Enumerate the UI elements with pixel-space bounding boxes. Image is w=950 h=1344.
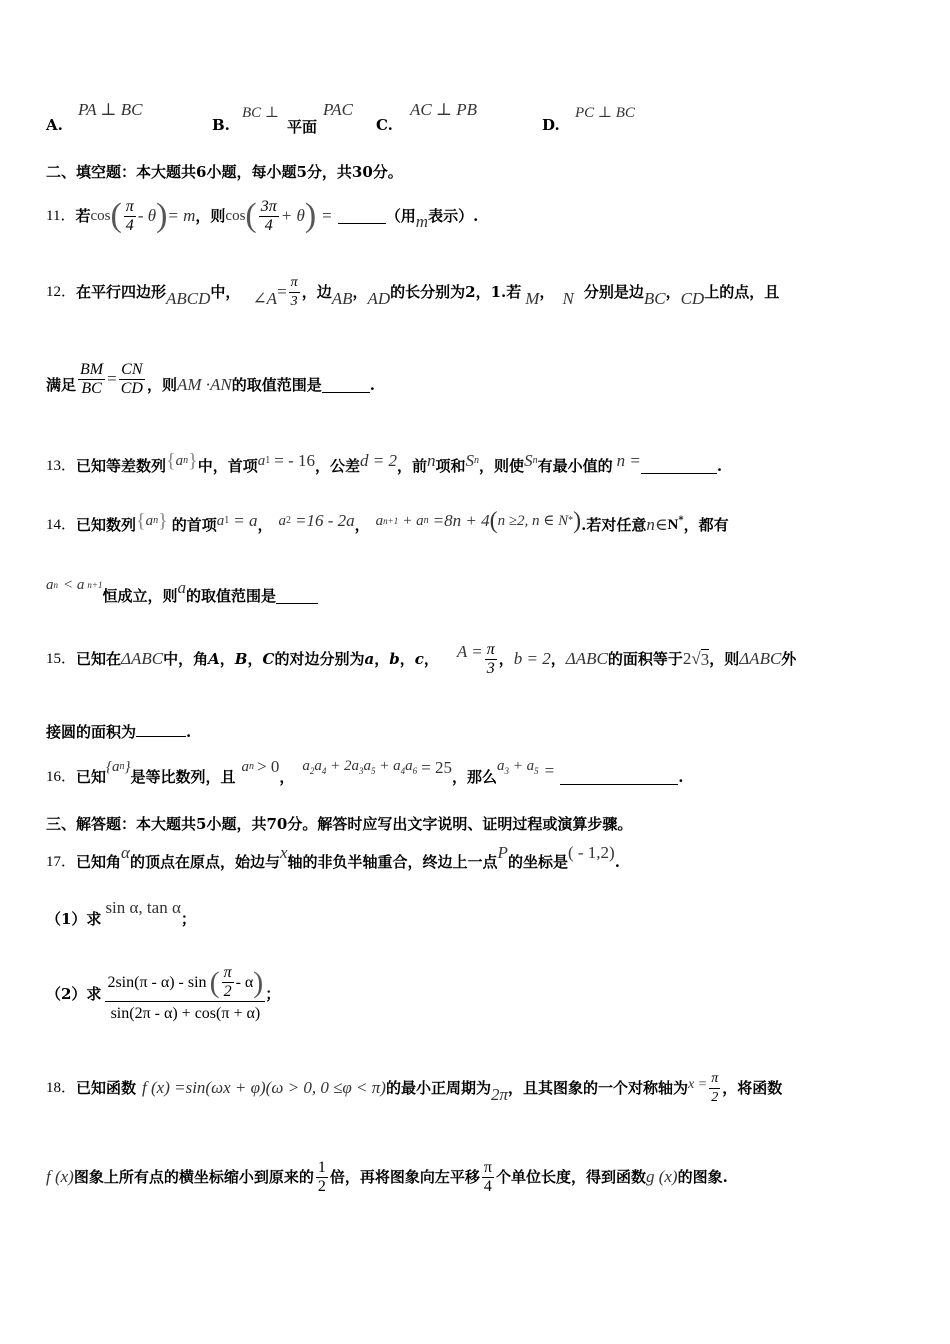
q12-M: M <box>525 289 540 308</box>
option-c-expr: AC ⊥ PB <box>410 100 477 119</box>
q15-sep5: ， <box>423 650 439 668</box>
q15-tri2: ΔABC <box>565 649 608 668</box>
q12-N: N <box>562 289 574 308</box>
q17-text2: 的顶点在原点，始边与 <box>129 853 280 871</box>
q12-angle: ∠A <box>252 289 278 308</box>
q14-rbrace: } <box>158 510 168 532</box>
q15-sep4: ， <box>399 650 415 668</box>
q15-c: c <box>414 650 424 668</box>
q13-d: d = 2 <box>360 451 398 470</box>
q17-p2-denominator: sin(2π - α) + cos(π + α) <box>110 1005 261 1022</box>
q14-text2: 的首项 <box>171 516 217 534</box>
q13-rbrace: } <box>188 450 198 472</box>
q13 <box>46 444 722 478</box>
q11-frac2-num: 3π <box>260 197 277 215</box>
q12-bc2: BC <box>81 379 102 397</box>
q18-l2-fx: f (x) <box>46 1167 74 1186</box>
q12-comma3: ， <box>665 283 681 301</box>
q18-l2-text4: 的图象. <box>677 1168 728 1186</box>
q17-p1-label: （1）求 <box>46 910 102 928</box>
q17 <box>46 840 620 874</box>
q14-a1-sub: 1 <box>224 515 230 526</box>
q17-p2-inner-frac <box>222 964 234 1001</box>
q15-B: B <box>234 650 248 668</box>
q11-eq: = <box>322 206 332 225</box>
q18-shift-den: 4 <box>483 1177 492 1195</box>
q15-tri3: ΔABC <box>739 649 782 668</box>
option-b-label: B. <box>212 116 230 134</box>
q14-l2-a: a <box>177 578 186 597</box>
option-d-label: D. <box>542 116 560 134</box>
q16-text1: 已知 <box>76 768 107 786</box>
q12-cn: CN <box>121 360 143 378</box>
q14-a2-sub: 2 <box>286 515 292 526</box>
q12-eq2: = <box>107 369 117 388</box>
q17-p1-expr: sin α, tan α <box>105 898 181 917</box>
q11-eq-m: = m <box>167 206 196 225</box>
q15-frac <box>485 641 497 678</box>
q18-fx: f (x) =sin(ωx + φ)(ω > 0, 0 ≤φ < π) <box>142 1078 386 1097</box>
q12-text2: 中， <box>210 283 241 301</box>
q16-an: a <box>241 759 250 775</box>
q14-n-in: n∈ <box>646 515 668 534</box>
q14-answer-blank[interactable] <box>276 589 318 604</box>
option-d[interactable] <box>542 116 560 134</box>
q13-text6: ，则使 <box>479 457 525 475</box>
q12-frac-cn <box>119 361 145 398</box>
q12-bc: BC <box>643 289 666 308</box>
q11-frac1-den: 4 <box>125 216 134 234</box>
q16-seq-sub: n <box>119 761 125 772</box>
q15-sqrt-sign: √ <box>691 649 701 668</box>
q14-l2-text1: 恒成立，则 <box>102 587 178 605</box>
q14-line1 <box>46 504 729 538</box>
q14-a2: a <box>278 513 287 529</box>
q15-area: 2 <box>682 649 692 668</box>
q11-answer-blank[interactable] <box>338 209 386 224</box>
q12-eq: = <box>277 282 287 301</box>
q18-period: 2π <box>490 1085 508 1104</box>
q12-number: 12． <box>46 284 77 300</box>
q18-shift-num: π <box>483 1158 492 1176</box>
q13-S: S <box>465 451 475 470</box>
q18-l2-text1: 图象上所有点的横坐标缩小到原来的 <box>73 1168 314 1186</box>
q15-text2: 中，角 <box>163 650 209 668</box>
q13-n: n <box>427 451 436 470</box>
q13-text2: 中，首项 <box>197 457 258 475</box>
q13-n-eq: n = <box>616 451 641 470</box>
option-b[interactable] <box>212 116 230 134</box>
q13-a1-sub: 1 <box>265 455 271 466</box>
q14-l2-an: a <box>46 577 54 593</box>
q16-number: 16． <box>46 769 77 785</box>
q14-rec: =8n + 4 <box>432 511 490 530</box>
q15-l2-text: 接圆的面积为 <box>46 723 137 741</box>
q15-answer-blank[interactable] <box>136 722 186 737</box>
q14-text6: ，都有 <box>683 516 729 534</box>
q12-text5: 分别是边 <box>583 283 644 301</box>
q18-two: 2 <box>711 1089 719 1105</box>
q13-an-sub: n <box>183 455 189 466</box>
q11-text1: 若 <box>75 207 91 225</box>
q15-text1: 已知在 <box>76 650 122 668</box>
q16-ask-expr: $a_3 + a_5$ <box>497 757 539 776</box>
q17-p2-inner-den: 2 <box>223 983 232 1000</box>
option-a[interactable] <box>46 116 63 134</box>
q15-text8: 外 <box>781 650 797 668</box>
q12-abcd: ABCD <box>166 289 211 308</box>
q18-line2 <box>46 1154 728 1200</box>
q16-text2: 是等比数列，且 <box>130 768 236 786</box>
q14-lparen: ( <box>489 508 498 534</box>
option-c-label: C. <box>376 116 393 134</box>
q15-l2-end: . <box>186 723 192 741</box>
q11-frac2-den: 4 <box>264 216 273 234</box>
q12-answer-blank[interactable] <box>322 378 370 393</box>
q12-line2 <box>46 356 375 402</box>
q12-text1: 在平行四边形 <box>76 283 167 301</box>
q18-line1 <box>46 1068 782 1108</box>
q12-l2-text1: 满足 <box>46 376 77 394</box>
q15-a: a <box>364 650 375 668</box>
q11 <box>46 196 478 236</box>
q13-lbrace: { <box>166 450 176 472</box>
q17-part1 <box>46 898 196 928</box>
q11-cos2: cos <box>225 208 246 224</box>
q15-sep1: ， <box>219 650 235 668</box>
q13-end: . <box>716 457 723 475</box>
q12-comma2: ， <box>539 283 555 301</box>
q18-text4: ，将函数 <box>722 1079 783 1097</box>
q13-text5: 项和 <box>435 457 466 475</box>
q14-Nstar-star: * <box>678 515 684 526</box>
q18-pi: π <box>709 1070 720 1089</box>
q16-eq: = 25 <box>421 758 452 777</box>
q15-text5: ， <box>550 650 566 668</box>
q14-line2 <box>46 576 318 606</box>
q11-frac2 <box>259 198 279 235</box>
q18-text2: 的最小正周期为 <box>385 1079 491 1097</box>
q14-a2-expr: =16 - 2a <box>295 511 355 530</box>
q15-text4: ， <box>498 650 514 668</box>
option-d-expr: PC ⊥ BC <box>575 105 635 121</box>
q14-plus-an-sub: n <box>423 515 429 526</box>
q16-cond: > 0 <box>257 757 280 776</box>
q17-p1-end: ； <box>180 910 196 928</box>
q17-x: x <box>279 843 288 862</box>
q12-frac-bm <box>78 361 105 398</box>
q14-text5: .若对任意 <box>581 516 647 534</box>
q17-text3: 轴的非负半轴重合，终边上一点 <box>287 853 498 871</box>
q13-text4: ，前 <box>397 457 428 475</box>
q18-half-den: 2 <box>317 1177 326 1195</box>
q16-text3: ， <box>279 768 295 786</box>
q17-p2-rparen: ) <box>253 965 264 999</box>
q12-text4: 的长分别为2，1.若 <box>390 283 522 301</box>
q15-A: A <box>208 650 220 668</box>
q14-l2-an1-sub: n+1 <box>87 580 103 590</box>
q14-a1-expr: = a <box>233 511 258 530</box>
q12-ad: AD <box>367 289 391 308</box>
q15-text3: 的对边分别为 <box>274 650 365 668</box>
q12-text3: ，边 <box>301 283 332 301</box>
q15-tri: ΔABC <box>121 649 164 668</box>
q14-an-sub: n <box>153 515 159 526</box>
q16-end: . <box>678 768 684 786</box>
q11-m: m <box>415 212 429 231</box>
q17-coord: ( - 1,2) <box>567 843 615 862</box>
option-c[interactable] <box>376 116 393 134</box>
q11-minus-theta: - θ <box>137 206 157 225</box>
q17-p2-end: ； <box>265 985 281 1003</box>
q11-frac1 <box>124 198 136 235</box>
q17-part2 <box>46 956 280 1032</box>
q18-number: 18． <box>46 1080 77 1096</box>
q14-text4: ， <box>354 516 370 534</box>
q13-number: 13． <box>46 458 77 474</box>
q14-an: a <box>145 513 154 529</box>
q18-text1: 已知函数 <box>76 1079 137 1097</box>
q18-shift <box>482 1159 494 1196</box>
q17-end: . <box>614 853 620 871</box>
q18-half-num: 1 <box>317 1158 326 1176</box>
q14-text1: 已知数列 <box>76 516 137 534</box>
q14-text3: ， <box>257 516 273 534</box>
q11-text2: ，则 <box>195 207 226 225</box>
section3-heading: 三、解答题：本大题共5小题，共70分。解答时应写出文字说明、证明过程或演算步骤。 <box>46 815 633 833</box>
section2-heading: 二、填空题：本大题共6小题，每小题5分，共30分。 <box>46 163 403 181</box>
q12-angle-frac <box>289 274 300 311</box>
q15-line2 <box>46 722 191 742</box>
q13-text1: 已知等差数列 <box>76 457 167 475</box>
q12-bm: BM <box>80 360 104 378</box>
q14-l2-text2: 的取值范围是 <box>185 587 276 605</box>
q15-line1 <box>46 636 796 682</box>
q15-pi: π <box>486 640 495 658</box>
q13-text7: 有最小值的 <box>537 457 613 475</box>
q17-text1: 已知角 <box>76 853 122 871</box>
q15-A-eq: A = <box>456 642 483 661</box>
q14-lbrace: { <box>136 510 146 532</box>
q17-alpha: α <box>121 843 130 862</box>
q11-cos1: cos <box>90 208 111 224</box>
q16-text4: ，那么 <box>452 768 498 786</box>
q12-text6: 上的点，且 <box>704 283 780 301</box>
q15-text6: 的面积等于 <box>607 650 683 668</box>
q14-an1-sub: n+1 <box>383 516 399 526</box>
q11-lparen1: ( <box>110 197 122 234</box>
q16-seq-end: } <box>124 759 131 775</box>
q18-half <box>316 1159 328 1196</box>
q15-number: 15． <box>46 651 77 667</box>
q14-number: 14． <box>46 517 77 533</box>
option-a-label: A. <box>46 116 63 134</box>
q18-axis-frac <box>709 1070 720 1107</box>
q12-line1 <box>46 272 779 312</box>
q12-cd2: CD <box>120 379 143 397</box>
q15-b-eq: b = 2 <box>513 649 551 668</box>
q13-an: a <box>175 453 184 469</box>
q12-three: 3 <box>290 293 298 309</box>
q14-rparen: ) <box>573 508 582 534</box>
q13-text3: ，公差 <box>315 457 361 475</box>
q17-p2-num-a: 2sin(π - α) - sin <box>107 973 207 991</box>
q12-ab: AB <box>331 289 353 308</box>
q17-text4: 的坐标是 <box>507 853 568 871</box>
q11-text3: （用 <box>385 207 416 225</box>
q15-sep2: ， <box>247 650 263 668</box>
q15-sqrt3: 3 <box>700 649 710 669</box>
q17-p2-frac <box>105 964 265 1024</box>
q11-rparen1: ) <box>156 197 168 234</box>
q12-l2-text2: ，则 <box>146 376 177 394</box>
q18-x-eq: x = <box>688 1077 708 1092</box>
q11-rparen2: ) <box>304 197 317 234</box>
q14-l2-lt: < a <box>63 577 85 593</box>
q16 <box>46 754 683 788</box>
q18-text3: ，且其图象的一个对称轴为 <box>508 1079 689 1097</box>
q16-seq: {a <box>106 759 120 775</box>
q11-lparen2: ( <box>245 197 257 234</box>
q12-pi: π <box>289 274 300 293</box>
q15-three: 3 <box>486 659 495 677</box>
q15-text7: ，则 <box>709 650 740 668</box>
q14-an1: a <box>375 513 384 529</box>
q12-cd: CD <box>680 289 705 308</box>
q13-a1-val: = - 16 <box>274 451 316 470</box>
q17-P: P <box>497 843 508 862</box>
q11-text4: 表示）. <box>428 207 479 225</box>
q17-p2-lparen: ( <box>209 965 220 999</box>
q17-p2-num-b: - α <box>235 973 254 991</box>
q16-ask: = <box>544 761 555 780</box>
option-b-expr-pre: BC ⊥ <box>242 105 280 121</box>
q18-l2-text3: 个单位长度，得到函数 <box>495 1168 646 1186</box>
q11-plus-theta: + θ <box>280 206 305 225</box>
q17-number: 17． <box>46 854 77 870</box>
q18-gx: g (x) <box>645 1167 678 1186</box>
q17-p2-inner-num: π <box>223 964 232 981</box>
q13-S2: S <box>524 451 533 470</box>
q17-p2-numerator <box>105 964 265 1002</box>
q14-Nstar: N <box>667 517 679 533</box>
q14-a1: a <box>216 513 225 529</box>
q12-comma: ， <box>352 283 368 301</box>
q15-b: b <box>389 650 400 668</box>
q11-frac1-num: π <box>125 197 134 215</box>
q16-answer-blank[interactable] <box>560 770 678 785</box>
option-a-expr: PA ⊥ BC <box>78 100 143 119</box>
option-b-expr-post: PAC <box>323 100 353 119</box>
option-b-expr-text: 平面 <box>287 118 318 136</box>
q17-p2-label: （2）求 <box>46 985 102 1003</box>
q14-cond-star: * <box>568 515 574 526</box>
q15-sep3: ， <box>374 650 390 668</box>
q16-sum: $a_2a_4 + 2a_3a_5 + a_4a_6$ <box>302 757 418 776</box>
q12-l2-text3: 的取值范围是 <box>231 376 322 394</box>
q13-S2-sub: n <box>532 455 538 466</box>
q16-an-sub: n <box>249 761 255 772</box>
q13-answer-blank[interactable] <box>641 459 717 474</box>
q12-end: . <box>369 376 375 394</box>
q15-C: C <box>262 650 275 668</box>
q14-cond: n ≥2, n ∈ N <box>497 513 569 529</box>
q13-a1: a <box>257 453 266 469</box>
q14-l2-an-sub: n <box>53 580 58 590</box>
q13-S-sub: n <box>474 455 480 466</box>
q11-number: 11． <box>46 208 76 224</box>
q14-plus-an: + a <box>402 513 424 529</box>
q18-l2-text2: 倍，再将图象向左平移 <box>329 1168 480 1186</box>
q12-amn: AM ·AN <box>176 375 232 394</box>
